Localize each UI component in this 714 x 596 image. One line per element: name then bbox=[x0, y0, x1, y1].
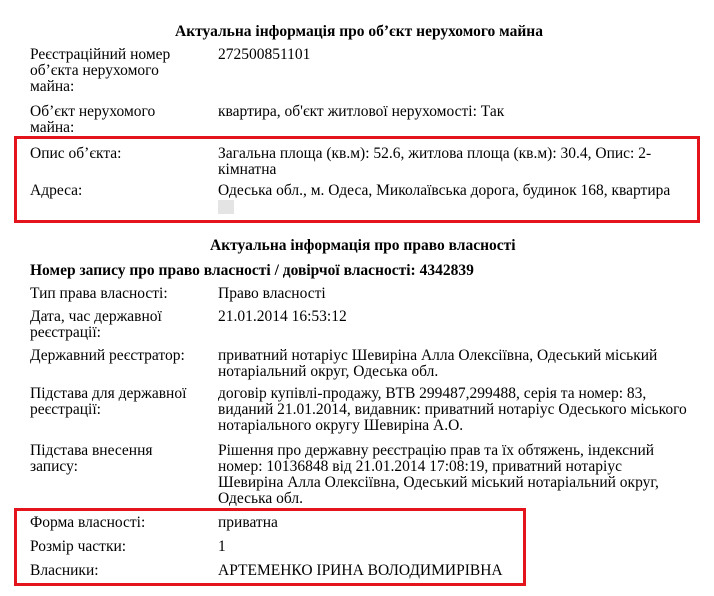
reg-number-value: 272500851101 bbox=[218, 46, 311, 63]
owner-name: АРТЕМЕНКО ІРИНА ВОЛОДИМИРІВНА bbox=[218, 562, 503, 579]
redacted-apartment-number bbox=[218, 199, 234, 215]
row-label: Тип права власності: bbox=[30, 285, 168, 302]
reg-number-label: Реєстраційний номер об’єкта нерухомого майна: bbox=[30, 46, 171, 95]
row-value: 1 bbox=[218, 538, 226, 555]
row-label: Розмір частки: bbox=[30, 538, 127, 555]
row-value: 21.01.2014 16:53:12 bbox=[218, 308, 347, 325]
property-section-title: Актуальна інформація про об’єкт нерухомого майна bbox=[175, 23, 543, 40]
row-value: приватний нотаріус Шевиріна Алла Олексіївна, Одеський міський нотаріальний округ, Одеська обл. bbox=[218, 347, 658, 380]
description-value: Загальна площа (кв.м): 52.6, житлова площа (кв.м): 30.4, Опис: 2-кімнатна bbox=[218, 145, 652, 178]
record-number-heading: Номер запису про право власності / довірчої власності: 4342839 bbox=[30, 262, 474, 279]
object-label: Об’єкт нерухомого майна: bbox=[30, 103, 156, 136]
row-value: приватна bbox=[218, 514, 278, 531]
row-label: Підстава внесення запису: bbox=[30, 442, 153, 475]
row-label: Підстава для державної реєстрації: bbox=[30, 385, 187, 418]
ownership-section-title: Актуальна інформація про право власності bbox=[210, 237, 516, 254]
row-label: Форма власності: bbox=[30, 514, 146, 531]
row-value: Рішення про державну реєстрацію прав та їх обтяжень, індексний номер: 10136848 від 21.01.2014 17:08:19, приватний нотаріус Шевиріна Алла Олексіївна, Одеський міський нотаріальний округ, Одеська обл. bbox=[218, 442, 659, 507]
row-label: Власники: bbox=[30, 562, 99, 579]
row-label: Державний реєстратор: bbox=[30, 347, 185, 364]
description-label: Опис об’єкта: bbox=[30, 145, 122, 162]
address-label: Адреса: bbox=[30, 182, 83, 199]
object-value: квартира, об'єкт житлової нерухомості: Так bbox=[218, 103, 505, 120]
address-value: Одеська обл., м. Одеса, Миколаївська дорога, будинок 168, квартира bbox=[218, 182, 671, 199]
row-label: Дата, час державної реєстрації: bbox=[30, 308, 162, 341]
row-value: Право власності bbox=[218, 285, 326, 302]
row-value: договір купівлі-продажу, ВТВ 299487,299488, серія та номер: 83, виданий 21.01.2014, видавник: приватний нотаріус Одеського міського нотаріального округу Шевиріна А.О. bbox=[218, 385, 687, 434]
